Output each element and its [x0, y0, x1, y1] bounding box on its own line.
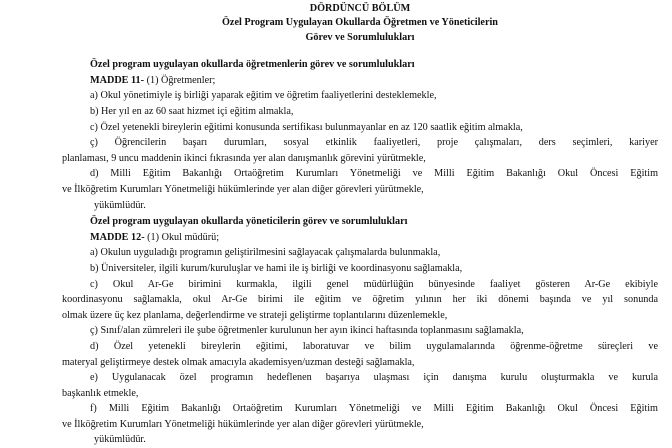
- list-item: e) Uygulanacak özel programın hedeflenen başarıya ulaşması için danışma kurulu oluşturmakla ve kurula: [90, 372, 658, 384]
- list-item-continuation: materyal geliştirmeye destek olmak amacıyla akademisyen/uzman desteği sağlamakla,: [62, 356, 415, 368]
- article-11-label: MADDE 11-: [90, 74, 145, 86]
- article-12: [62, 214, 658, 448]
- list-item-continuation: ve İlköğretim Kurumları Yönetmeliği hükümlerinde yer alan diğer görevleri yürütmekle,: [62, 183, 424, 195]
- section-title-line-1: Özel Program Uygulayan Okullarda Öğretmen ve Yöneticilerin: [222, 17, 498, 29]
- list-item: a) Okul yönetimiyle iş birliği yaparak eğitim ve öğretim faaliyetlerini desteklemekle,: [90, 90, 437, 102]
- article-12-heading: Özel program uygulayan okullarda yöneticilerin görev ve sorumlulukları: [90, 216, 408, 228]
- list-item-continuation: başkanlık etmekle,: [62, 387, 139, 399]
- article-12-lead: (1) Okul müdürü;: [144, 231, 220, 243]
- article-12-closing: yükümlüdür.: [94, 434, 146, 446]
- list-item: c) Okul Ar-Ge birimini kurmakla, ilgili genel müdürlüğün bünyesinde faaliyet gösteren Ar-Ge ekibiyle: [90, 278, 658, 290]
- list-item: b) Her yıl en az 60 saat hizmet içi eğitim almakla,: [90, 106, 294, 117]
- list-item: f) Milli Eğitim Bakanlığı Ortaöğretim Kurumları Yönetmeliği ve Milli Eğitim Bakanlığı Okul Öncesi Eğitim: [90, 403, 658, 415]
- section-title-line-2: Görev ve Sorumlulukları: [305, 31, 415, 43]
- list-item: ç) Sınıf/alan zümreleri ile şube öğretmenler kurulunun her ayın ikinci haftasında toplanmasını sağlamakla,: [90, 325, 524, 337]
- list-item-continuation: koordinasyonu sağlamakla, okul Ar-Ge birimi ile eğitim ve öğretim yılının her iki dönemi başında ve yıl sonunda: [62, 294, 658, 306]
- list-item-continuation: planlaması, 9 uncu maddenin ikinci fıkrasında yer alan danışmanlık görevini yürütmekle,: [62, 152, 426, 164]
- list-item-continuation: ve İlköğretim Kurumları Yönetmeliği hükümlerinde yer alan diğer görevleri yürütmekle,: [62, 418, 424, 430]
- list-item: b) Üniversiteler, ilgili kurum/kuruluşlar ve hami ile iş birliği ve koordinasyonu sağlamakla,: [90, 262, 463, 274]
- article-11-lead: (1) Öğretmenler;: [144, 74, 216, 86]
- chapter-header: [62, 2, 658, 45]
- article-11-heading: Özel program uygulayan okullarda öğretmenlerin görev ve sorumlulukları: [90, 59, 415, 71]
- article-11-closing: yükümlüdür.: [94, 199, 146, 211]
- list-item-continuation: olmak üzere üç kez planlama, değerlendirme ve strateji geliştirme toplantılarını düzenlemekle,: [62, 309, 448, 321]
- list-item: d) Özel yetenekli bireylerin eğitimi, laboratuvar ve bilim uygulamalarında öğrenme-öğretme süreçleri ve: [90, 340, 658, 352]
- list-item: a) Okulun uyguladığı programın geliştirilmesini sağlayacak çalışmalarda bulunmakla,: [90, 247, 441, 259]
- chapter-title: DÖRDÜNCÜ BÖLÜM: [309, 3, 411, 14]
- list-item: d) Milli Eğitim Bakanlığı Ortaöğretim Kurumları Yönetmeliği ve Milli Eğitim Bakanlığı Okul Öncesi Eğitim: [90, 168, 658, 180]
- list-item: c) Özel yetenekli bireylerin eğitimi konusunda sertifikası bulunmayanlar en az 120 saatlik eğitim almakla,: [90, 121, 523, 133]
- article-11: [62, 57, 658, 213]
- list-item: ç) Öğrencilerin başarı durumları, sosyal etkinlik faaliyetleri, proje çalışmaları, ders seçimleri, kariyer: [90, 137, 658, 149]
- article-11-intro: [62, 73, 658, 89]
- article-12-intro: [62, 230, 658, 246]
- article-12-label: MADDE 12-: [90, 231, 145, 243]
